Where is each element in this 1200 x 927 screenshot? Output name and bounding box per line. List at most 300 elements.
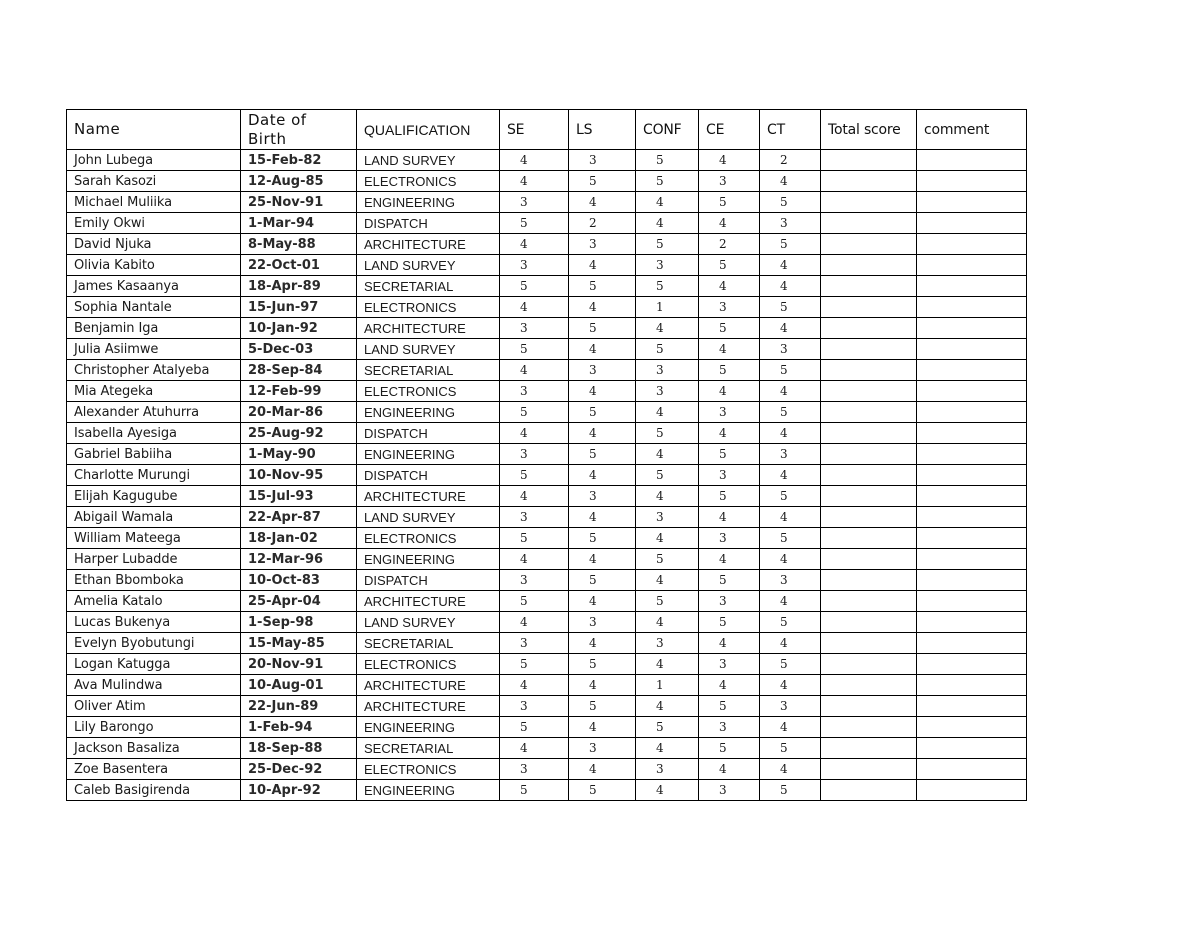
cell-conf: 4 — [636, 612, 699, 633]
table-row — [67, 171, 1027, 192]
cell-se: 5 — [500, 654, 569, 675]
cell-se: 4 — [500, 675, 569, 696]
cell-se: 4 — [500, 234, 569, 255]
cell-comment — [917, 528, 1027, 549]
cell-comment — [917, 696, 1027, 717]
cell-date-of-birth: 1-Sep-98 — [241, 612, 357, 633]
cell-comment — [917, 570, 1027, 591]
cell-name: Sarah Kasozi — [67, 171, 241, 192]
cell-date-of-birth: 10-Oct-83 — [241, 570, 357, 591]
table-row — [67, 507, 1027, 528]
cell-ls: 4 — [569, 633, 636, 654]
cell-ce: 5 — [699, 696, 760, 717]
cell-qualification: DISPATCH — [357, 465, 500, 486]
cell-ls: 4 — [569, 297, 636, 318]
cell-se: 5 — [500, 465, 569, 486]
cell-ce: 3 — [699, 297, 760, 318]
cell-date-of-birth: 10-Jan-92 — [241, 318, 357, 339]
header-conf: CONF — [636, 110, 699, 150]
cell-se: 3 — [500, 192, 569, 213]
cell-date-of-birth: 18-Sep-88 — [241, 738, 357, 759]
cell-ls: 3 — [569, 360, 636, 381]
cell-comment — [917, 339, 1027, 360]
cell-ce: 5 — [699, 318, 760, 339]
cell-name: Jackson Basaliza — [67, 738, 241, 759]
cell-conf: 4 — [636, 444, 699, 465]
cell-total-score — [821, 780, 917, 801]
table-row — [67, 234, 1027, 255]
cell-ls: 3 — [569, 738, 636, 759]
cell-se: 3 — [500, 570, 569, 591]
cell-ct: 4 — [760, 549, 821, 570]
cell-conf: 3 — [636, 759, 699, 780]
cell-ls: 3 — [569, 150, 636, 171]
cell-total-score — [821, 276, 917, 297]
cell-total-score — [821, 633, 917, 654]
cell-name: Amelia Katalo — [67, 591, 241, 612]
cell-qualification: DISPATCH — [357, 570, 500, 591]
cell-ct: 5 — [760, 486, 821, 507]
cell-qualification: ARCHITECTURE — [357, 486, 500, 507]
cell-conf: 5 — [636, 276, 699, 297]
cell-ls: 4 — [569, 255, 636, 276]
cell-ct: 4 — [760, 381, 821, 402]
cell-total-score — [821, 507, 917, 528]
cell-total-score — [821, 549, 917, 570]
table-row — [67, 570, 1027, 591]
scores-table — [66, 109, 1027, 801]
cell-qualification: ELECTRONICS — [357, 759, 500, 780]
cell-comment — [917, 780, 1027, 801]
cell-total-score — [821, 402, 917, 423]
cell-date-of-birth: 10-Aug-01 — [241, 675, 357, 696]
header-ls: LS — [569, 110, 636, 150]
cell-se: 3 — [500, 759, 569, 780]
cell-comment — [917, 444, 1027, 465]
cell-ls: 4 — [569, 339, 636, 360]
cell-qualification: ELECTRONICS — [357, 654, 500, 675]
cell-name: Olivia Kabito — [67, 255, 241, 276]
table-row — [67, 654, 1027, 675]
table-row — [67, 255, 1027, 276]
cell-date-of-birth: 15-Jun-97 — [241, 297, 357, 318]
cell-ls: 3 — [569, 486, 636, 507]
cell-ct: 3 — [760, 696, 821, 717]
cell-comment — [917, 276, 1027, 297]
cell-conf: 5 — [636, 591, 699, 612]
cell-se: 3 — [500, 696, 569, 717]
cell-ct: 5 — [760, 528, 821, 549]
cell-qualification: LAND SURVEY — [357, 150, 500, 171]
table-row — [67, 486, 1027, 507]
cell-qualification: ENGINEERING — [357, 402, 500, 423]
cell-ce: 4 — [699, 633, 760, 654]
cell-ce: 3 — [699, 171, 760, 192]
cell-ct: 3 — [760, 444, 821, 465]
cell-name: Ethan Bbomboka — [67, 570, 241, 591]
cell-ct: 2 — [760, 150, 821, 171]
cell-total-score — [821, 612, 917, 633]
cell-ls: 2 — [569, 213, 636, 234]
cell-ce: 4 — [699, 759, 760, 780]
table-row — [67, 528, 1027, 549]
cell-se: 3 — [500, 444, 569, 465]
cell-ls: 4 — [569, 549, 636, 570]
cell-conf: 1 — [636, 675, 699, 696]
cell-total-score — [821, 213, 917, 234]
cell-comment — [917, 654, 1027, 675]
header-name: Name — [67, 110, 241, 150]
cell-conf: 3 — [636, 360, 699, 381]
cell-ce: 3 — [699, 465, 760, 486]
cell-ct: 3 — [760, 339, 821, 360]
cell-se: 5 — [500, 339, 569, 360]
cell-se: 5 — [500, 402, 569, 423]
cell-qualification: ELECTRONICS — [357, 171, 500, 192]
cell-comment — [917, 738, 1027, 759]
cell-date-of-birth: 22-Apr-87 — [241, 507, 357, 528]
cell-total-score — [821, 696, 917, 717]
table-row — [67, 423, 1027, 444]
table-row — [67, 318, 1027, 339]
cell-ls: 4 — [569, 465, 636, 486]
cell-comment — [917, 465, 1027, 486]
table-row — [67, 339, 1027, 360]
cell-se: 4 — [500, 486, 569, 507]
cell-comment — [917, 255, 1027, 276]
cell-conf: 3 — [636, 381, 699, 402]
cell-se: 3 — [500, 507, 569, 528]
cell-name: David Njuka — [67, 234, 241, 255]
cell-qualification: LAND SURVEY — [357, 612, 500, 633]
cell-qualification: ENGINEERING — [357, 444, 500, 465]
cell-ls: 5 — [569, 444, 636, 465]
cell-date-of-birth: 15-Jul-93 — [241, 486, 357, 507]
cell-conf: 3 — [636, 507, 699, 528]
cell-qualification: ELECTRONICS — [357, 381, 500, 402]
cell-name: Emily Okwi — [67, 213, 241, 234]
cell-ls: 4 — [569, 717, 636, 738]
cell-date-of-birth: 15-Feb-82 — [241, 150, 357, 171]
cell-ce: 4 — [699, 213, 760, 234]
cell-ce: 5 — [699, 360, 760, 381]
cell-qualification: ARCHITECTURE — [357, 675, 500, 696]
cell-conf: 1 — [636, 297, 699, 318]
cell-date-of-birth: 18-Jan-02 — [241, 528, 357, 549]
cell-ct: 5 — [760, 780, 821, 801]
cell-conf: 5 — [636, 465, 699, 486]
header-comment: comment — [917, 110, 1027, 150]
table-row — [67, 780, 1027, 801]
cell-ce: 3 — [699, 528, 760, 549]
cell-conf: 5 — [636, 423, 699, 444]
cell-comment — [917, 549, 1027, 570]
cell-conf: 3 — [636, 633, 699, 654]
table-row — [67, 297, 1027, 318]
cell-comment — [917, 675, 1027, 696]
header-row — [67, 110, 1027, 150]
cell-ls: 4 — [569, 759, 636, 780]
cell-total-score — [821, 759, 917, 780]
cell-conf: 5 — [636, 150, 699, 171]
cell-total-score — [821, 738, 917, 759]
cell-name: Mia Ategeka — [67, 381, 241, 402]
cell-qualification: ARCHITECTURE — [357, 234, 500, 255]
cell-ct: 4 — [760, 423, 821, 444]
header-total-score: Total score — [821, 110, 917, 150]
cell-name: Alexander Atuhurra — [67, 402, 241, 423]
cell-name: Benjamin Iga — [67, 318, 241, 339]
header-date-of-birth — [241, 110, 357, 150]
cell-ct: 4 — [760, 633, 821, 654]
table-row — [67, 696, 1027, 717]
cell-date-of-birth: 12-Aug-85 — [241, 171, 357, 192]
cell-date-of-birth: 8-May-88 — [241, 234, 357, 255]
cell-date-of-birth: 10-Apr-92 — [241, 780, 357, 801]
cell-total-score — [821, 171, 917, 192]
cell-conf: 4 — [636, 192, 699, 213]
cell-name: Michael Muliika — [67, 192, 241, 213]
cell-total-score — [821, 255, 917, 276]
cell-name: Harper Lubadde — [67, 549, 241, 570]
table-row — [67, 276, 1027, 297]
cell-ls: 4 — [569, 591, 636, 612]
cell-ce: 4 — [699, 549, 760, 570]
cell-conf: 4 — [636, 654, 699, 675]
cell-name: Lucas Bukenya — [67, 612, 241, 633]
cell-comment — [917, 213, 1027, 234]
cell-name: Logan Katugga — [67, 654, 241, 675]
cell-ce: 5 — [699, 570, 760, 591]
table-row — [67, 381, 1027, 402]
cell-conf: 4 — [636, 528, 699, 549]
cell-comment — [917, 381, 1027, 402]
header-dob-line1: Date of — [248, 110, 307, 129]
cell-name: James Kasaanya — [67, 276, 241, 297]
cell-ls: 4 — [569, 423, 636, 444]
table-row — [67, 213, 1027, 234]
cell-date-of-birth: 22-Jun-89 — [241, 696, 357, 717]
cell-ce: 3 — [699, 402, 760, 423]
cell-qualification: ELECTRONICS — [357, 528, 500, 549]
cell-total-score — [821, 717, 917, 738]
cell-ct: 5 — [760, 360, 821, 381]
cell-ls: 5 — [569, 276, 636, 297]
cell-name: William Mateega — [67, 528, 241, 549]
cell-date-of-birth: 25-Apr-04 — [241, 591, 357, 612]
cell-comment — [917, 360, 1027, 381]
cell-ct: 4 — [760, 465, 821, 486]
cell-ct: 5 — [760, 297, 821, 318]
cell-se: 4 — [500, 738, 569, 759]
cell-total-score — [821, 423, 917, 444]
cell-date-of-birth: 25-Nov-91 — [241, 192, 357, 213]
cell-se: 4 — [500, 171, 569, 192]
cell-conf: 3 — [636, 255, 699, 276]
cell-date-of-birth: 28-Sep-84 — [241, 360, 357, 381]
table-row — [67, 591, 1027, 612]
cell-total-score — [821, 318, 917, 339]
cell-ce: 5 — [699, 486, 760, 507]
cell-comment — [917, 318, 1027, 339]
cell-name: Abigail Wamala — [67, 507, 241, 528]
cell-total-score — [821, 150, 917, 171]
cell-ls: 3 — [569, 234, 636, 255]
cell-total-score — [821, 192, 917, 213]
cell-ce: 5 — [699, 738, 760, 759]
cell-ls: 5 — [569, 402, 636, 423]
cell-name: Sophia Nantale — [67, 297, 241, 318]
cell-name: John Lubega — [67, 150, 241, 171]
cell-ce: 2 — [699, 234, 760, 255]
cell-total-score — [821, 381, 917, 402]
cell-se: 4 — [500, 549, 569, 570]
cell-se: 5 — [500, 717, 569, 738]
cell-total-score — [821, 486, 917, 507]
cell-ce: 5 — [699, 192, 760, 213]
cell-ct: 4 — [760, 318, 821, 339]
cell-qualification: ARCHITECTURE — [357, 318, 500, 339]
cell-qualification: ENGINEERING — [357, 717, 500, 738]
cell-ls: 5 — [569, 570, 636, 591]
cell-total-score — [821, 444, 917, 465]
cell-date-of-birth: 10-Nov-95 — [241, 465, 357, 486]
cell-qualification: ARCHITECTURE — [357, 591, 500, 612]
cell-se: 3 — [500, 633, 569, 654]
cell-date-of-birth: 5-Dec-03 — [241, 339, 357, 360]
cell-ce: 4 — [699, 381, 760, 402]
table-row — [67, 759, 1027, 780]
cell-ct: 4 — [760, 675, 821, 696]
cell-conf: 5 — [636, 171, 699, 192]
cell-name: Zoe Basentera — [67, 759, 241, 780]
cell-total-score — [821, 591, 917, 612]
table-row — [67, 717, 1027, 738]
cell-ce: 3 — [699, 780, 760, 801]
cell-conf: 5 — [636, 234, 699, 255]
cell-qualification: LAND SURVEY — [357, 255, 500, 276]
cell-comment — [917, 717, 1027, 738]
cell-date-of-birth: 12-Feb-99 — [241, 381, 357, 402]
cell-ct: 4 — [760, 591, 821, 612]
table-row — [67, 444, 1027, 465]
cell-date-of-birth: 25-Dec-92 — [241, 759, 357, 780]
cell-ls: 3 — [569, 612, 636, 633]
cell-name: Ava Mulindwa — [67, 675, 241, 696]
cell-ct: 5 — [760, 612, 821, 633]
cell-ce: 4 — [699, 675, 760, 696]
header-qualification: QUALIFICATION — [357, 110, 500, 150]
cell-ct: 4 — [760, 507, 821, 528]
cell-ce: 5 — [699, 444, 760, 465]
cell-ls: 4 — [569, 507, 636, 528]
cell-comment — [917, 759, 1027, 780]
cell-qualification: DISPATCH — [357, 213, 500, 234]
cell-ls: 5 — [569, 171, 636, 192]
cell-ct: 4 — [760, 276, 821, 297]
cell-conf: 5 — [636, 549, 699, 570]
cell-ct: 4 — [760, 717, 821, 738]
cell-comment — [917, 171, 1027, 192]
cell-comment — [917, 297, 1027, 318]
cell-date-of-birth: 1-Feb-94 — [241, 717, 357, 738]
cell-date-of-birth: 1-Mar-94 — [241, 213, 357, 234]
cell-conf: 4 — [636, 402, 699, 423]
cell-comment — [917, 612, 1027, 633]
cell-comment — [917, 150, 1027, 171]
table-row — [67, 402, 1027, 423]
cell-qualification: SECRETARIAL — [357, 276, 500, 297]
cell-name: Charlotte Murungi — [67, 465, 241, 486]
cell-ce: 3 — [699, 717, 760, 738]
cell-qualification: ARCHITECTURE — [357, 696, 500, 717]
cell-ct: 4 — [760, 171, 821, 192]
cell-ce: 4 — [699, 339, 760, 360]
cell-ls: 5 — [569, 654, 636, 675]
cell-ce: 4 — [699, 276, 760, 297]
cell-se: 3 — [500, 381, 569, 402]
cell-conf: 4 — [636, 486, 699, 507]
cell-total-score — [821, 465, 917, 486]
cell-total-score — [821, 654, 917, 675]
cell-total-score — [821, 675, 917, 696]
cell-ct: 4 — [760, 255, 821, 276]
cell-se: 5 — [500, 276, 569, 297]
cell-name: Julia Asiimwe — [67, 339, 241, 360]
cell-date-of-birth: 25-Aug-92 — [241, 423, 357, 444]
cell-comment — [917, 507, 1027, 528]
cell-qualification: SECRETARIAL — [357, 360, 500, 381]
cell-comment — [917, 402, 1027, 423]
cell-total-score — [821, 297, 917, 318]
cell-total-score — [821, 528, 917, 549]
cell-ct: 3 — [760, 213, 821, 234]
table-row — [67, 612, 1027, 633]
cell-name: Elijah Kagugube — [67, 486, 241, 507]
cell-qualification: ENGINEERING — [357, 192, 500, 213]
cell-conf: 4 — [636, 738, 699, 759]
cell-total-score — [821, 570, 917, 591]
cell-ce: 3 — [699, 654, 760, 675]
table-row — [67, 465, 1027, 486]
cell-ce: 3 — [699, 591, 760, 612]
cell-se: 5 — [500, 780, 569, 801]
cell-comment — [917, 423, 1027, 444]
cell-date-of-birth: 12-Mar-96 — [241, 549, 357, 570]
cell-se: 4 — [500, 297, 569, 318]
cell-ct: 4 — [760, 759, 821, 780]
cell-se: 3 — [500, 318, 569, 339]
cell-ls: 5 — [569, 696, 636, 717]
header-dob-line2: Birth — [248, 129, 287, 148]
cell-ct: 5 — [760, 192, 821, 213]
table-row — [67, 738, 1027, 759]
cell-ce: 4 — [699, 507, 760, 528]
cell-qualification: LAND SURVEY — [357, 507, 500, 528]
table-body — [67, 150, 1027, 801]
cell-comment — [917, 192, 1027, 213]
cell-total-score — [821, 360, 917, 381]
cell-name: Caleb Basigirenda — [67, 780, 241, 801]
cell-conf: 4 — [636, 696, 699, 717]
cell-comment — [917, 234, 1027, 255]
cell-name: Lily Barongo — [67, 717, 241, 738]
cell-se: 4 — [500, 150, 569, 171]
cell-qualification: SECRETARIAL — [357, 738, 500, 759]
cell-se: 5 — [500, 528, 569, 549]
header-ce: CE — [699, 110, 760, 150]
cell-name: Evelyn Byobutungi — [67, 633, 241, 654]
